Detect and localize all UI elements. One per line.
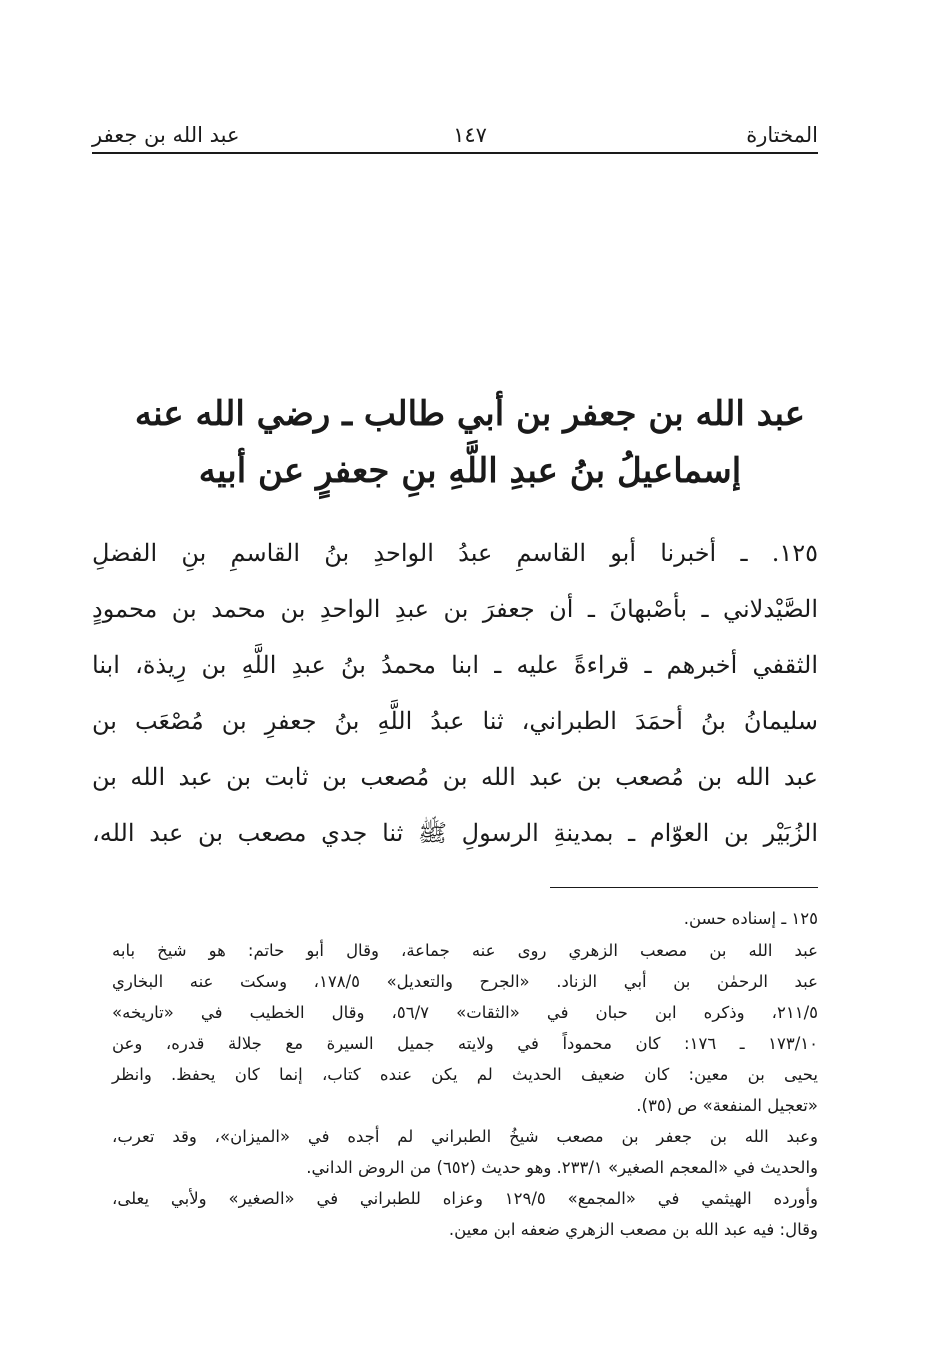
hadith-line: ١٢٥. ـ أخبرنا أبو القاسمِ عبدُ الواحدِ بنُ القاسمِ بنِ الفضلِ [92, 539, 818, 567]
chapter-subtitle: إسماعيلُ بنُ عبدِ اللَّهِ بنِ جعفرٍ عن أبيه [198, 451, 742, 491]
hadith-line: الزُبَيْر بن العوّام ـ بمدينةِ الرسولِ ﷺ ثنا جدي مصعب بن عبد الله، [92, 819, 818, 847]
footnote-line: وعبد الله بن جعفر بن مصعب شيخُ الطبراني لم أجده في «الميزان»، وقد تعرب، [112, 1127, 818, 1146]
footnote-line: وقال: فيه عبد الله بن مصعب الزهري ضعفه ابن معين. [448, 1220, 818, 1239]
footnote-rule [550, 887, 818, 888]
footnote-line: ١٢٥ ـ إسناده حسن. [683, 909, 818, 928]
running-header-book-title: المختارة [746, 123, 818, 147]
hadith-line: سليمانُ بنُ أحمَدَ الطبراني، ثنا عبدُ اللَّهِ بنُ جعفرِ بن مُصْعَب بن [92, 707, 818, 735]
page-number: ١٤٧ [453, 123, 487, 147]
header-rule [92, 152, 818, 154]
footnote-line: ١٧٣/١٠ ـ ١٧٦: كان محموداً في ولايته جميل السيرة مع جلالة قدره، وعن [112, 1034, 818, 1053]
footnote-line: ٢١١/٥، وذكره ابن حبان في «الثقات» ٥٦/٧، وقال الخطيب في «تاريخه» [112, 1003, 818, 1022]
hadith-line: الثقفي أخبرهم ـ قراءةً عليه ـ ابنا محمدُ بنُ عبدِ اللَّهِ بن رِيذة، ابنا [92, 651, 818, 679]
chapter-title: عبد الله بن جعفر بن أبي طالب ـ رضي الله عنه [134, 394, 806, 434]
footnote-line: «تعجيل المنفعة» ص (٣٥). [636, 1096, 818, 1115]
hadith-line: الصَّيْدلاني ـ بأصْبهانَ ـ أن جعفرَ بن عبدِ الواحدِ بن محمد بن محمودٍ [92, 595, 818, 623]
footnote-line: وأورده الهيثمي في «المجمع» ١٢٩/٥ وعزاه للطبراني في «الصغير» ولأبي يعلى، [112, 1189, 818, 1208]
running-header-section-title: عبد الله بن جعفر [92, 123, 240, 147]
footnote-line: عبد الله بن مصعب الزهري روى عنه جماعة، وقال أبو حاتم: هو شيخ بابه [112, 941, 818, 960]
footnote-line: عبد الرحمٰن بن أبي الزناد. «الجرح والتعديل» ١٧٨/٥، وسكت عنه البخاري [112, 972, 818, 991]
hadith-line: عبد الله بن مُصعب بن عبد الله بن مُصعب بن ثابت بن عبد الله بن [92, 763, 818, 791]
footnote-line: يحيى بن معين: كان ضعيف الحديث لم يكن عنده كتاب، إنما كان يحفظ. وانظر [112, 1065, 818, 1084]
footnote-line: والحديث في «المعجم الصغير» ٢٣٣/١. وهو حديث (٦٥٢) من الروض الداني. [306, 1158, 818, 1177]
